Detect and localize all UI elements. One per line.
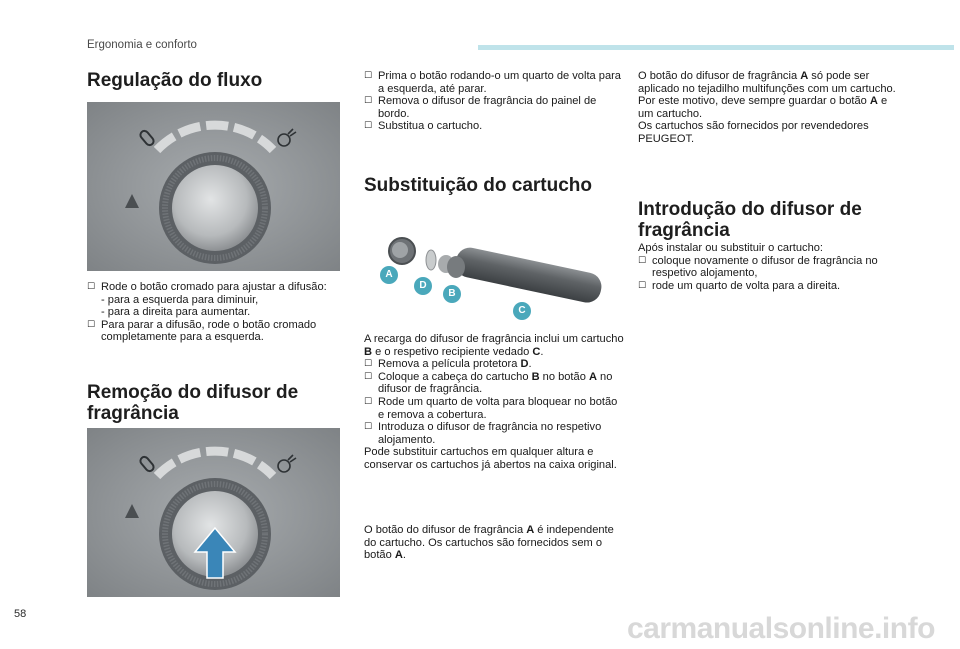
- button-note: O botão do difusor de fragrância A é independente do cartucho. Os cartuchos são fornecidos sem o botão A.: [364, 524, 614, 562]
- list-item: ☐ Remova a película protetora D.: [364, 358, 624, 371]
- heading-insert-diffuser: Introdução do difusor de fragrância: [638, 199, 862, 241]
- list-item: ☐ Rode o botão cromado para ajustar a difusão:: [87, 281, 342, 294]
- list-item: ☐ coloque novamente o difusor de fragrância no respetivo alojamento,: [638, 255, 900, 280]
- callout-d: D: [414, 277, 432, 295]
- refill-intro: A recarga do difusor de fragrância inclui um cartucho B e o respetivo recipiente vedado C.: [364, 333, 624, 358]
- header-bar: [478, 45, 954, 50]
- knob-removal-photo: [87, 428, 340, 597]
- callout-c: C: [513, 302, 531, 320]
- list-item: - para a esquerda para diminuir,: [101, 293, 259, 306]
- heading-cartridge-replacement: Substituição do cartucho: [364, 175, 593, 196]
- fragrance-knob-photo: [87, 102, 340, 271]
- callout-a: A: [380, 266, 398, 284]
- list-item: ☐ Introduza o difusor de fragrância no respetivo alojamento.: [364, 421, 624, 446]
- list-item: - para a direita para aumentar.: [101, 306, 251, 319]
- callout-b: B: [443, 285, 461, 303]
- remove-instructions: [364, 70, 624, 133]
- heading-remove-diffuser: Remoção do difusor de fragrância: [87, 382, 299, 424]
- flow-instructions: [87, 281, 342, 344]
- list-item: ☐ Rode um quarto de volta para bloquear no botão e remova a cobertura.: [364, 396, 624, 421]
- section-title: Ergonomia e conforto: [87, 39, 197, 51]
- cartridge-illustration: [364, 215, 609, 325]
- list-item: ☐ Para parar a difusão, rode o botão cromado completamente para a esquerda.: [87, 319, 342, 344]
- cartridge-instructions: [364, 333, 624, 472]
- list-item: ☐ rode um quarto de volta para a direita.: [638, 280, 900, 293]
- list-item: ☐ Prima o botão rodando-o um quarto de volta para a esquerda, até parar.: [364, 70, 624, 95]
- paragraph: Pode substituir cartuchos em qualquer altura e conservar os cartuchos já abertos na caixa original.: [364, 446, 617, 471]
- heading-flow-regulation: Regulação do fluxo: [87, 70, 263, 91]
- list-item: ☐ Coloque a cabeça do cartucho B no botão A no difusor de fragrância.: [364, 371, 624, 396]
- list-item: ☐ Substitua o cartucho.: [364, 120, 624, 133]
- roof-note: O botão do difusor de fragrância A só pode ser aplicado no tejadilho multifunções com um cartucho. Por este motivo, deve sempre guardar o botão A e um cartucho. Os cartuchos são fornecidos por revendedores PEUGEOT.: [638, 70, 896, 145]
- insert-instructions: [638, 242, 900, 292]
- page-number: 58: [14, 608, 27, 620]
- watermark: carmanualsonline.info: [627, 612, 935, 645]
- insert-intro: Após instalar ou substituir o cartucho:: [638, 242, 823, 254]
- list-item: ☐ Remova o difusor de fragrância do painel de bordo.: [364, 95, 624, 120]
